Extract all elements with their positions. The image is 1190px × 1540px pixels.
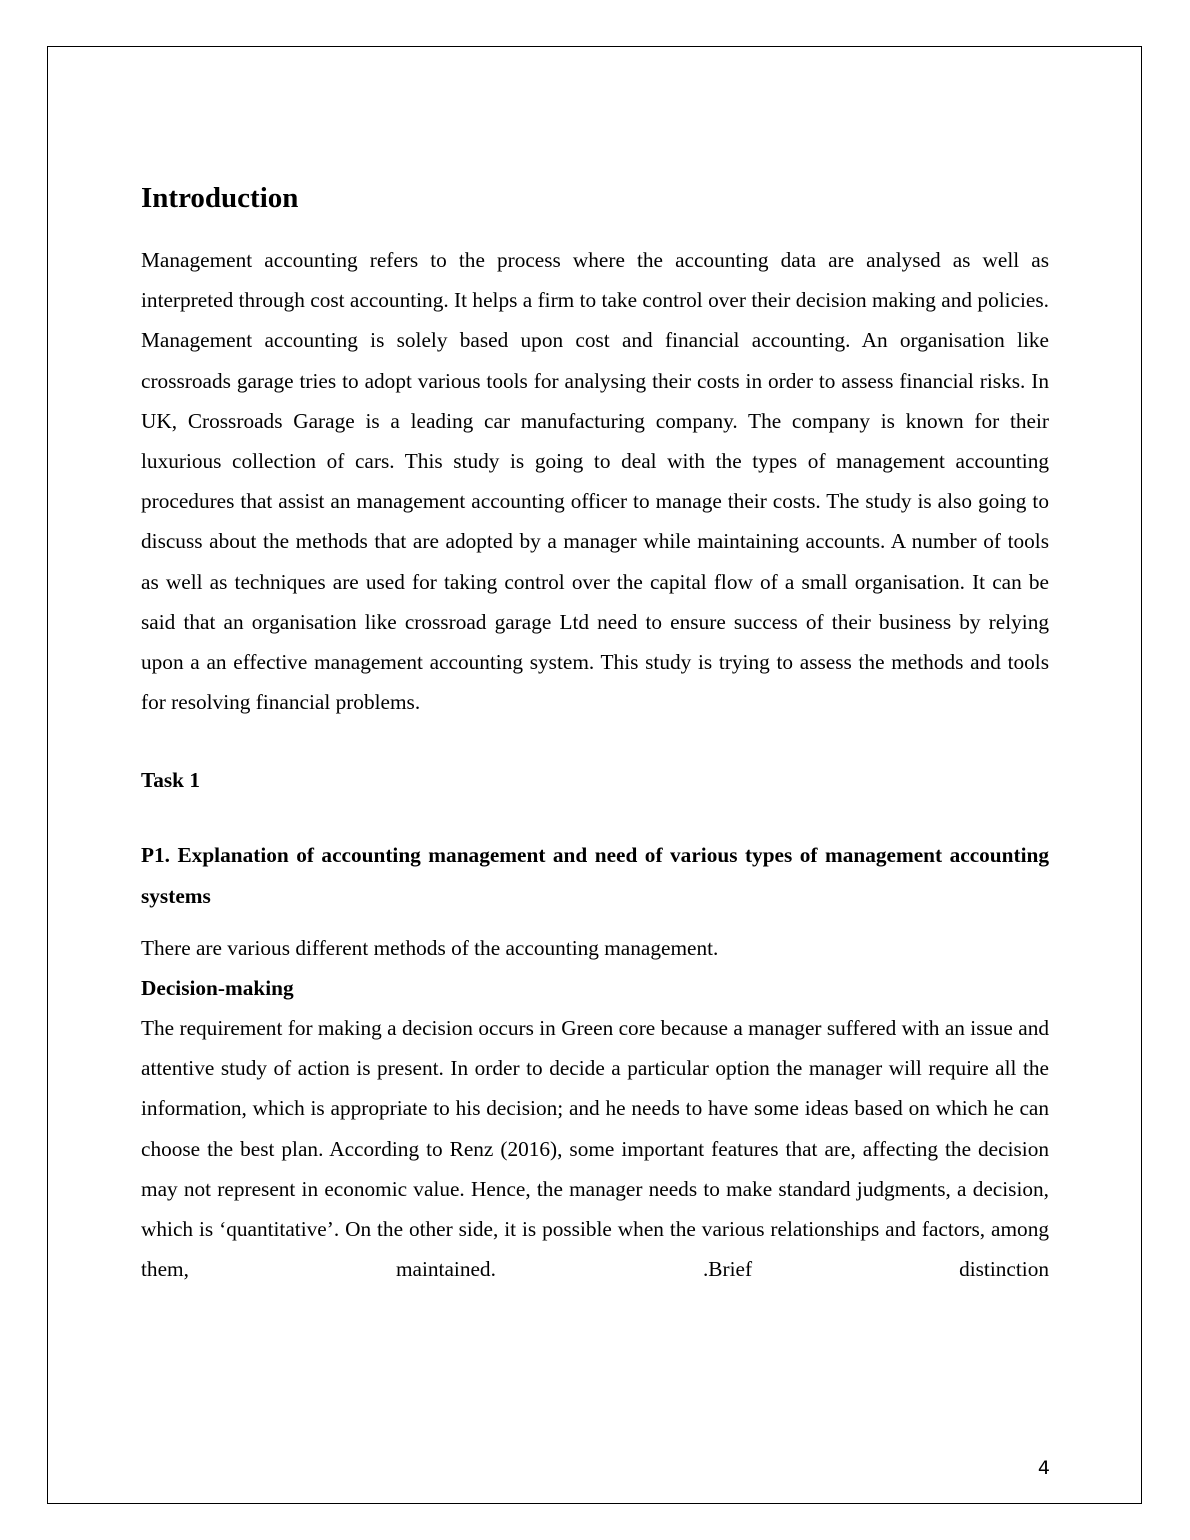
section-heading: P1. Explanation of accounting management and need of various types of management accounting systems: [141, 843, 1049, 908]
task-heading: Task 1: [141, 768, 201, 793]
introduction-paragraph: Management accounting refers to the process where the accounting data are analysed as well as interpreted through cost accounting. It helps a firm to take control over their decision making and policies. Management accounting is solely based upon cost and financial accounting. An organisation like crossroads garage tries to adopt various tools for analysing their costs in order to assess financial risks. In UK, Crossroads Garage is a leading car manufacturing company. The company is known for their luxurious collection of cars. This study is going to deal with the types of management accounting procedures that assist an management accounting officer to manage their costs. The study is also going to discuss about the methods that are adopted by a manager while maintaining accounts. A number of tools as well as techniques are used for taking control over the capital flow of a small organisation. It can be said that an organisation like crossroad garage Ltd need to ensure success of their business by relying upon a an effective management accounting system. This study is trying to assess the methods and tools for resolving financial problems.: [141, 248, 1049, 715]
document-body: [141, 176, 1049, 1289]
page-number: 4: [1037, 1457, 1050, 1479]
introduction-heading: Introduction: [141, 182, 299, 214]
section-intro-paragraph: There are various different methods of the accounting management.: [141, 935, 719, 960]
decision-making-subheading: Decision-making: [141, 976, 294, 1001]
decision-making-paragraph: The requirement for making a decision occurs in Green core because a manager suffered with an issue and attentive study of action is present. In order to decide a particular option the manager will require all the information, which is appropriate to his decision; and he needs to have some ideas based on which he can choose the best plan. According to Renz (2016), some important features that are, affecting the decision may not represent in economic value. Hence, the manager needs to make standard judgments, a decision, which is ‘quantitative’. On the other side, it is possible when the various relationships and factors, among them, maintained. .Brief distinction: [141, 1016, 1049, 1282]
